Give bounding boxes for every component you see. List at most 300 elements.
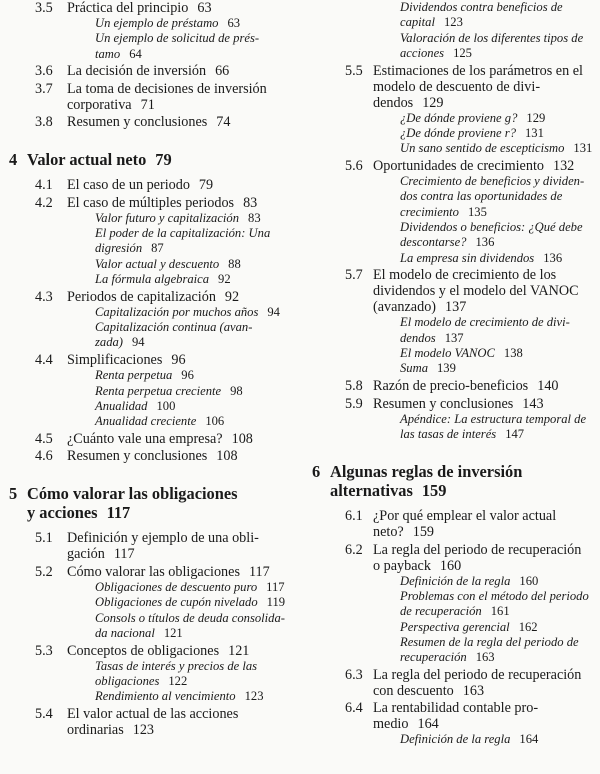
toc-entry-title: ¿Por qué emplear el valor actual [373,508,557,525]
toc-entry-line [373,508,600,524]
toc-page-number: 160 [519,573,539,588]
toc-entry-title: Perspectiva gerencial [400,619,510,634]
toc-page-number: 162 [518,619,538,634]
toc-entry-line [67,431,300,447]
toc-section-entry [300,508,600,540]
toc-entry-line [373,683,600,699]
toc-page-number: 163 [475,650,495,665]
toc-entry-title: dendos [400,330,436,345]
toc-entry-title: Cómo valorar las obligaciones [27,484,238,504]
toc-entry-line [400,427,600,442]
toc-page-number: 74 [216,114,231,131]
toc-entry-title: y acciones [27,503,98,523]
toc-entry-line [373,158,600,174]
toc-page-number: 121 [228,642,250,659]
toc-entry-line [95,595,300,610]
toc-entry-title: medio [373,716,409,733]
toc-page-number: 100 [156,398,176,413]
toc-entry-title: El modelo de crecimiento de divi- [400,315,570,330]
toc-entry-line [67,706,300,722]
toc-entry-title: La fórmula algebraica [95,272,210,287]
toc-entry-line [67,63,300,79]
toc-page-number: 88 [228,256,241,271]
toc-entry-line [95,272,300,287]
toc-entry-line [330,462,600,481]
toc-entry-line [67,0,300,16]
toc-entry-title: Cómo valorar las obligaciones [67,563,240,580]
toc-entry-line [67,352,300,368]
toc-entry-title: neto? [373,524,404,541]
toc-entry-title: La toma de decisiones de inversión [67,80,267,97]
toc-section-number: 5.2 [35,563,53,580]
toc-entry-title: La regla del periodo de recuperación [373,666,582,683]
toc-chapter-entry [0,150,300,169]
toc-entry-line [67,722,300,738]
toc-entry-title: El poder de la capitalización: Una [95,226,271,241]
toc-entry-line [373,95,600,111]
toc-entry-line [400,346,600,361]
toc-entry-title: Un ejemplo de préstamo [95,16,219,30]
toc-entry-title: recuperación [400,650,467,665]
toc-page-number: 83 [248,210,261,225]
toc-page-number: 123 [443,15,463,30]
toc-entry-line [400,205,600,220]
toc-entry-line [67,97,300,113]
toc-entry-line [95,211,300,226]
toc-entry-line [400,189,600,204]
toc-page-number: 64 [129,46,142,61]
toc-entry-line [95,31,300,46]
toc-section-number: 4.1 [35,177,53,194]
toc-chapter-number: 4 [9,150,18,170]
toc-sub-entry [0,399,300,414]
toc-entry-line [400,604,600,619]
toc-chapter-entry [300,462,600,500]
toc-section-entry [0,352,300,368]
toc-entry-line [67,530,300,546]
toc-page-number: 117 [106,503,131,523]
toc-page-number: 135 [467,204,487,219]
toc-sub-entry [0,414,300,429]
toc-sub-entry [0,226,300,257]
toc-page-number: 131 [573,141,593,156]
toc-entry-line [400,251,600,266]
toc-section-number: 3.6 [35,63,53,80]
toc-page-number: 138 [503,345,523,360]
toc-sub-entry [0,272,300,287]
toc-page-number: 96 [171,352,186,369]
toc-entry-title: Renta perpetua creciente [95,383,222,398]
toc-entry-line [400,220,600,235]
toc-sub-entry [0,320,300,351]
toc-entry-title: Valoración de los diferentes tipos de [400,30,584,45]
toc-sub-entry [300,732,600,747]
toc-entry-title: La regla del periodo de recuperación [373,541,582,558]
toc-entry-line [95,384,300,399]
toc-entry-line [67,114,300,130]
toc-entry-line [373,396,600,412]
toc-entry-line [373,524,600,540]
toc-sub-entry [300,141,600,156]
toc-entry-title: dendos [373,94,414,111]
toc-section-entry [0,706,300,738]
toc-section-entry [0,63,300,79]
toc-section-number: 3.8 [35,114,53,131]
toc-entry-line [373,542,600,558]
toc-page-number: 79 [198,177,214,194]
toc-section-number: 5.9 [345,395,363,412]
toc-entry-line [95,368,300,383]
toc-entry-line [95,320,300,335]
toc-entry-line [67,564,300,580]
toc-entry-title: dividendos y el modelo del VANOC [373,283,579,300]
toc-entry-title: El caso de múltiples periodos [67,194,235,211]
toc-entry-title: El caso de un periodo [67,177,190,194]
toc-entry-title: las tasas de interés [400,426,497,441]
toc-entry-title: Razón de precio-beneficios [373,378,529,395]
toc-entry-line [95,689,300,704]
toc-entry-line [400,331,600,346]
toc-entry-line [400,141,600,156]
toc-section-number: 3.7 [35,80,53,97]
toc-entry-title: Algunas reglas de inversión [330,462,523,482]
toc-sub-entry [0,659,300,690]
toc-section-entry [0,431,300,447]
toc-section-entry [0,81,300,113]
toc-entry-line [373,667,600,683]
toc-entry-title: Anualidad [95,398,148,413]
toc-section-entry [300,667,600,699]
toc-page-number: 137 [445,299,467,316]
toc-entry-line [67,289,300,305]
toc-column-right [300,0,600,748]
toc-page-number: 159 [412,524,435,541]
toc-entry-title: ¿De dónde proviene g? [400,110,518,125]
toc-page-number: 122 [168,673,188,688]
toc-entry-title: El modelo de crecimiento de los [373,267,557,284]
toc-page-number: 136 [543,250,563,265]
toc-entry-line [400,0,600,15]
toc-entry-title: Estimaciones de los parámetros en el [373,62,583,79]
toc-section-number: 5.6 [345,158,363,175]
toc-sub-entry [300,31,600,62]
toc-page-number: 94 [132,335,145,350]
toc-entry-title: (avanzado) [373,299,437,316]
toc-sub-entry [300,220,600,251]
toc-section-entry [300,63,600,111]
toc-entry-line [95,241,300,256]
toc-entry-line [373,283,600,299]
toc-section-number: 5.4 [35,706,53,723]
toc-entry-title: Obligaciones de cupón nivelado [95,595,258,610]
toc-entry-title: Capitalización continua (avan- [95,320,253,335]
toc-entry-title: El modelo VANOC [400,345,495,360]
toc-entry-title: Dividendos o beneficios: ¿Qué debe [400,219,583,234]
toc-section-entry [300,378,600,394]
toc-entry-line [67,195,300,211]
toc-section-entry [0,195,300,211]
toc-entry-line [373,700,600,716]
toc-entry-title: Resumen y conclusiones [67,448,208,465]
toc-sub-entry [300,589,600,620]
toc-section-entry [0,448,300,464]
toc-entry-title: dos contra las oportunidades de [400,189,563,204]
toc-entry-line [95,399,300,414]
toc-entry-title: Tasas de interés y precios de las [95,658,258,673]
toc-section-number: 6.2 [345,541,363,558]
toc-page-number: 87 [151,241,164,256]
toc-page-number: 123 [132,722,155,739]
toc-sub-entry [0,31,300,62]
toc-page-number: 164 [417,716,439,733]
toc-entry-title: Oportunidades de crecimiento [373,158,544,175]
toc-page-number: 98 [230,383,243,398]
toc-sub-entry [0,689,300,704]
toc-sub-entry [300,574,600,589]
toc-section-number: 4.6 [35,448,53,465]
toc-entry-title: Resumen y conclusiones [67,114,208,131]
toc-section-number: 4.4 [35,352,53,369]
toc-entry-title: El valor actual de las acciones [67,706,239,723]
toc-section-entry [0,564,300,580]
toc-entry-line [95,305,300,320]
toc-chapter-number: 6 [312,462,321,482]
toc-entry-line [373,63,600,79]
toc-sub-entry [0,580,300,595]
toc-page-number: 132 [552,158,575,175]
toc-entry-title: zada) [95,335,123,350]
toc-section-entry [300,700,600,732]
toc-sub-entry [300,635,600,666]
toc-entry-line [400,31,600,46]
toc-entry-line [27,503,300,522]
toc-page-number: 117 [113,546,135,563]
toc-entry-line [67,448,300,464]
toc-sub-entry [300,315,600,346]
toc-entry-line [400,732,600,747]
toc-section-entry [0,114,300,130]
toc-sub-entry [0,368,300,383]
toc-entry-line [95,611,300,626]
toc-sub-entry [300,346,600,361]
toc-entry-title: obligaciones [95,673,160,688]
toc-sub-entry [300,174,600,220]
toc-entry-line [27,150,300,169]
toc-section-number: 6.3 [345,666,363,683]
toc-entry-line [95,47,300,62]
toc-entry-title: Rendimiento al vencimiento [95,689,236,704]
toc-page-number: 131 [525,125,544,140]
toc-entry-title: Definición y ejemplo de una obli- [67,530,259,547]
toc-entry-line [95,674,300,689]
toc-entry-title: La empresa sin dividendos [400,250,535,265]
toc-page-number: 71 [140,96,155,113]
toc-page-number: 129 [422,94,444,111]
toc-entry-line [373,267,600,283]
toc-section-entry [300,396,600,412]
toc-entry-title: Renta perpetua [95,368,173,383]
toc-entry-line [67,546,300,562]
toc-section-number: 5.8 [345,378,363,395]
toc-page-number: 164 [519,732,539,747]
toc-entry-line [400,111,600,126]
toc-entry-line [400,46,600,61]
toc-page-number: 83 [243,194,258,211]
toc-entry-title: descontarse? [400,235,467,250]
toc-entry-title: de recuperación [400,604,482,619]
toc-sub-entry [0,305,300,320]
toc-page-number: 121 [163,625,183,640]
toc-entry-line [67,177,300,193]
toc-entry-title: Consols o títulos de deuda consolida- [95,610,285,625]
toc-entry-title: Definición de la regla [400,732,511,747]
toc-sub-entry [0,611,300,642]
toc-entry-title: Definición de la regla [400,573,511,588]
toc-entry-line [95,226,300,241]
toc-section-entry [0,289,300,305]
toc-page-number: 137 [444,330,464,345]
toc-section-entry [300,267,600,315]
toc-entry-title: Práctica del principio [67,0,189,16]
toc-page-number: 92 [218,272,231,287]
toc-entry-line [95,580,300,595]
toc-page-number: 94 [267,304,280,319]
toc-entry-title: Obligaciones de descuento puro [95,579,258,594]
toc-entry-line [400,650,600,665]
toc-entry-line [373,558,600,574]
toc-entry-title: Apéndice: La estructura temporal de [400,411,587,426]
toc-entry-title: Simplificaciones [67,352,163,369]
toc-entry-line [330,481,600,500]
toc-entry-line [373,79,600,95]
toc-entry-title: alternativas [330,481,413,501]
toc-section-number: 5.1 [35,530,53,547]
toc-entry-title: Dividendos contra beneficios de [400,0,563,14]
toc-entry-title: corporativa [67,96,132,113]
toc-page-number: 63 [227,16,241,30]
toc-sub-entry [0,257,300,272]
toc-page-number: 96 [181,368,194,383]
toc-entry-title: Valor actual y descuento [95,256,220,271]
toc-entry-line [400,412,600,427]
toc-section-number: 3.5 [35,0,53,16]
toc-section-entry [0,643,300,659]
toc-page-number: 161 [490,604,510,619]
toc-entry-line [67,81,300,97]
toc-column-left [0,0,300,738]
toc-page-number: 129 [526,110,546,125]
toc-entry-line [400,126,600,141]
toc-entry-title: Problemas con el método del periodo [400,588,589,603]
toc-page-number: 79 [155,150,172,170]
toc-page-number: 143 [522,395,544,412]
toc-sub-entry [300,620,600,635]
toc-entry-line [95,659,300,674]
toc-page-number: 108 [231,430,253,447]
toc-chapter-entry [0,484,300,522]
toc-entry-title: La decisión de inversión [67,63,207,80]
toc-sub-entry [0,384,300,399]
toc-sub-entry [300,361,600,376]
toc-entry-line [95,16,300,31]
toc-entry-title: ordinarias [67,722,124,739]
toc-page-number: 147 [505,426,525,441]
toc-entry-line [67,643,300,659]
toc-entry-line [373,716,600,732]
toc-section-number: 5.5 [345,62,363,79]
toc-page-number: 106 [205,414,225,429]
toc-section-entry [0,177,300,193]
toc-entry-line [400,574,600,589]
toc-entry-title: Periodos de capitalización [67,288,216,305]
toc-section-number: 4.5 [35,430,53,447]
toc-page-number: 92 [224,288,240,305]
toc-entry-line [400,589,600,604]
toc-page-number: 119 [266,595,286,610]
toc-entry-title: ¿De dónde proviene r? [400,125,516,140]
toc-section-number: 4.2 [35,194,53,211]
toc-entry-title: tamo [95,46,121,61]
toc-sub-entry [300,0,600,31]
toc-entry-title: crecimiento [400,204,459,219]
toc-entry-title: Valor actual neto [27,150,147,170]
toc-page-number: 123 [244,689,264,704]
toc-entry-line [95,257,300,272]
toc-entry-title: modelo de descuento de divi- [373,78,541,95]
toc-sub-entry [0,595,300,610]
toc-entry-line [400,15,600,30]
toc-entry-title: ¿Cuánto vale una empresa? [67,430,223,447]
toc-entry-title: Anualidad creciente [95,414,197,429]
toc-page-number: 159 [421,481,447,501]
toc-entry-title: con descuento [373,682,454,699]
toc-sub-entry [300,412,600,443]
toc-entry-title: o payback [373,557,431,574]
toc-page-number: 163 [462,682,485,699]
toc-page-number: 125 [453,45,472,60]
toc-page-number: 140 [537,378,559,395]
toc-entry-title: digresión [95,241,143,256]
toc-sub-entry [0,211,300,226]
toc-sub-entry [300,251,600,266]
toc-entry-title: Resumen de la regla del periodo de [400,634,579,649]
toc-page-number: 136 [475,235,495,250]
toc-entry-line [400,361,600,376]
toc-sub-entry [300,126,600,141]
toc-section-number: 4.3 [35,288,53,305]
toc-entry-line [373,378,600,394]
toc-entry-title: gación [67,546,105,563]
toc-page-number: 117 [248,563,270,580]
toc-entry-line [27,484,300,503]
toc-entry-line [95,626,300,641]
toc-sub-entry [300,111,600,126]
toc-section-number: 6.1 [345,508,363,525]
toc-section-entry [0,530,300,562]
toc-page-number: 63 [197,0,212,16]
toc-section-number: 5.7 [345,267,363,284]
toc-entry-title: Un sano sentido de escepticismo [400,141,565,156]
toc-entry-title: acciones [400,45,445,60]
toc-entry-title: Resumen y conclusiones [373,395,514,412]
toc-page-number: 108 [216,448,238,465]
toc-entry-title: La rentabilidad contable pro- [373,700,539,717]
toc-page-number: 66 [215,63,230,80]
toc-entry-line [400,620,600,635]
toc-entry-line [400,235,600,250]
toc-entry-line [373,299,600,315]
toc-entry-line [400,174,600,189]
